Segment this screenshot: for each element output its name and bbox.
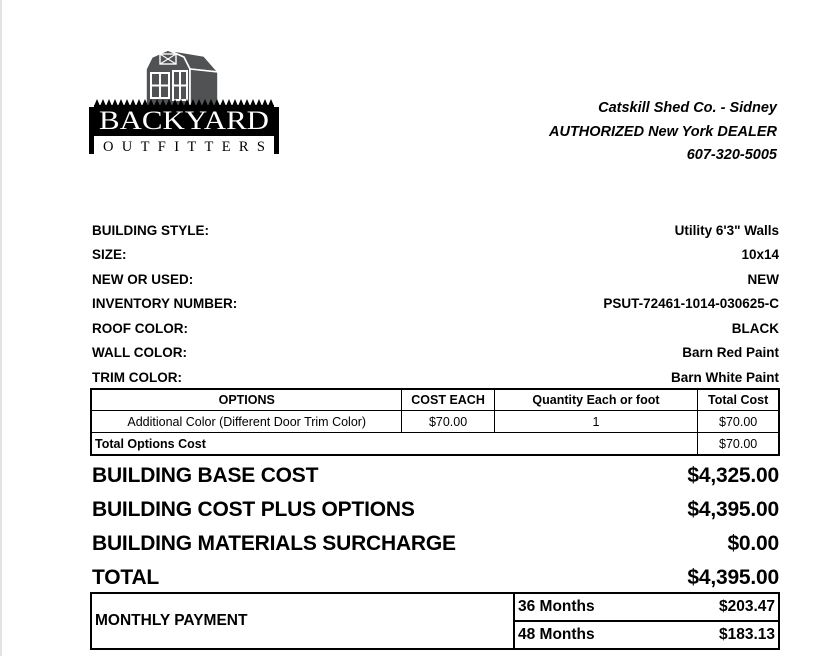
payment-plan-row-36 xyxy=(515,594,778,622)
detail-row-wall-color xyxy=(92,341,779,366)
detail-value: NEW xyxy=(747,271,779,287)
detail-value: Barn White Paint xyxy=(670,369,779,385)
payment-plan-row-48 xyxy=(515,622,778,648)
payment-plans xyxy=(515,594,778,648)
monthly-payment-label: MONTHLY PAYMENT xyxy=(92,594,515,648)
detail-label: BUILDING STYLE: xyxy=(92,222,209,238)
detail-row-roof-color xyxy=(92,316,779,341)
plan-term: 48 Months xyxy=(518,626,595,643)
summary-label: BUILDING MATERIALS SURCHARGE xyxy=(92,532,456,555)
detail-value: 10x14 xyxy=(741,247,779,263)
summary-row-materials-surcharge xyxy=(92,527,779,561)
options-total-value: $70.00 xyxy=(698,433,779,456)
summary-value: $4,395.00 xyxy=(687,498,779,521)
summary-value: $4,325.00 xyxy=(687,464,779,487)
summary-label: BUILDING BASE COST xyxy=(92,464,319,487)
header-quantity: Quantity Each or foot xyxy=(494,389,698,411)
dealer-phone: 607-320-5005 xyxy=(686,147,777,163)
detail-value: Utility 6'3" Walls xyxy=(674,222,779,238)
detail-label: WALL COLOR: xyxy=(92,345,187,361)
option-total-cost: $70.00 xyxy=(698,411,779,433)
dealer-authorization: AUTHORIZED New York DEALER xyxy=(549,123,777,140)
summary-row-total xyxy=(92,561,779,595)
detail-row-building-style xyxy=(92,218,779,243)
detail-value: PSUT-72461-1014-030625-C xyxy=(603,296,779,312)
logo-post-left xyxy=(89,107,94,154)
detail-label: TRIM COLOR: xyxy=(92,369,182,385)
summary-value: $0.00 xyxy=(727,532,779,555)
detail-value: BLACK xyxy=(731,320,779,336)
detail-value: Barn Red Paint xyxy=(682,345,779,361)
options-total-label: Total Options Cost xyxy=(91,433,698,456)
brand-subname: OUTFITTERS xyxy=(103,139,265,155)
plan-amount: $183.13 xyxy=(718,626,775,643)
detail-label: SIZE: xyxy=(92,247,127,263)
option-quantity: 1 xyxy=(494,411,698,433)
detail-label: ROOF COLOR: xyxy=(92,320,188,336)
detail-row-inventory-number xyxy=(92,292,779,317)
plan-term: 36 Months xyxy=(518,598,595,615)
logo-post-right xyxy=(274,107,279,154)
header-options: OPTIONS xyxy=(91,389,402,411)
option-cost-each: $70.00 xyxy=(402,411,494,433)
options-total-row xyxy=(91,433,779,456)
option-name: Additional Color (Different Door Trim Color) xyxy=(91,411,402,433)
backyard-outfitters-logo xyxy=(88,35,280,165)
monthly-payment-table xyxy=(90,592,780,650)
cost-summary xyxy=(92,459,779,595)
detail-row-new-or-used xyxy=(92,267,779,292)
summary-label: BUILDING COST PLUS OPTIONS xyxy=(92,498,415,521)
logo-graphic xyxy=(88,35,280,165)
brand-name: BACKYARD xyxy=(99,106,269,135)
header-cost-each: COST EACH xyxy=(402,389,494,411)
building-details xyxy=(92,218,779,390)
detail-row-trim-color xyxy=(92,365,779,390)
summary-label: TOTAL xyxy=(92,566,160,589)
option-row xyxy=(91,411,779,433)
header-total-cost: Total Cost xyxy=(698,389,779,411)
detail-row-size xyxy=(92,243,779,268)
detail-label: INVENTORY NUMBER: xyxy=(92,296,238,312)
options-header-row xyxy=(91,389,779,411)
summary-row-cost-plus-options xyxy=(92,493,779,527)
plan-amount: $203.47 xyxy=(718,598,775,615)
dealer-name: Catskill Shed Co. - Sidney xyxy=(598,100,777,116)
dealer-info xyxy=(549,97,777,168)
summary-value: $4,395.00 xyxy=(687,566,779,589)
options-table xyxy=(90,388,780,456)
detail-label: NEW OR USED: xyxy=(92,271,194,287)
summary-row-base-cost xyxy=(92,459,779,493)
